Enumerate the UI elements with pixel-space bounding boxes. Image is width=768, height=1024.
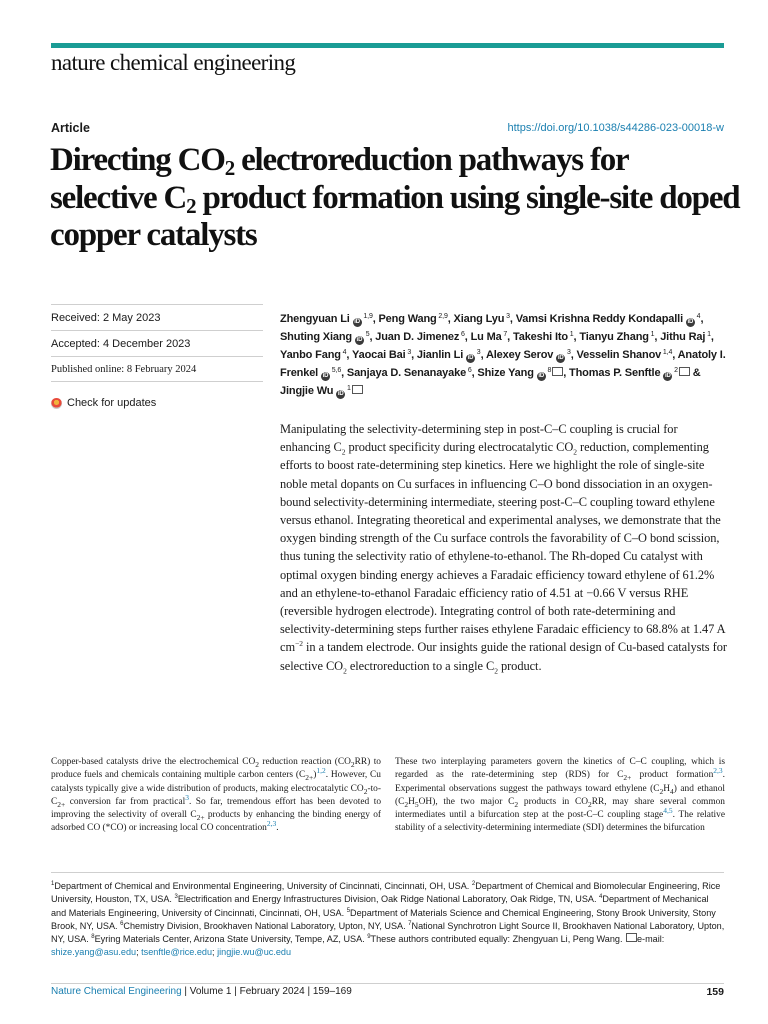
- author-name: Yaocai Bai: [352, 349, 406, 361]
- author[interactable]: [569, 367, 690, 379]
- orcid-icon[interactable]: iD: [687, 319, 694, 325]
- orcid-icon[interactable]: iD: [664, 373, 671, 379]
- author-name: Jianlin Li: [416, 349, 464, 361]
- body-column-right: These two interplaying parameters govern the kinetics of C–C coupling, which is regarded as the rate-determining step (RDS) for $C_{2+}$ product formation$^{2,3}$. Experimental observations suggest the pathways toward ethylene $(C_2H_4)$ and ethanol $(C_2H_5OH)$, the two major $C_2$ products in $CO_2RR$, may share several common intermediates until a bifurcation step at the post-C–C coupling stage$^{4,5}$. The relative stability of a selectivity-determining intermediate (SDI) determines the bifurcation: [395, 757, 725, 834]
- check-for-updates-button[interactable]: [51, 390, 263, 416]
- email-icon[interactable]: [679, 367, 690, 376]
- author-name: Thomas P. Senftle: [569, 367, 661, 379]
- author-list: Zhengyuan Li iD $^{1,9}$, Peng Wang $^{2,9}$, Xiang Lyu $^3$, Vamsi Krishna Reddy Kondapalli iD $^4$, Shuting Xiang iD $^5$, Juan D. Jimenez $^6$, Lu Ma $^7$, Takeshi Ito $^1$, Tianyu Zhang $^1$, Jithu Raj $^1$, Yanbo Fang $^4$, Yaocai Bai $^3$, Jianlin Li iD $^3$, Alexey Serov iD $^3$, Vesselin Shanov $^{1,4}$, Anatoly I. Frenkel iD $^{5,6}$, Sanjaya D. Senanayake $^6$, Shize Yang iD $^8$ , Thomas P. Senftle iD $^2$ & Jingjie Wu iD $^1$: [280, 313, 726, 397]
- author[interactable]: [417, 349, 481, 361]
- journal-name: nature chemical engineering: [51, 50, 296, 75]
- author[interactable]: [454, 313, 510, 325]
- received-date: Received: 2 May 2023: [51, 312, 161, 324]
- author-affiliation-number: 6: [466, 367, 472, 374]
- article-type-label: Article: [51, 121, 90, 135]
- header-rule: [51, 43, 724, 48]
- footer-volume: | Volume 1 | February 2024 | 159–169: [181, 986, 352, 997]
- author-affiliation-number: 1: [648, 331, 655, 338]
- author[interactable]: & Jingjie Wu iD $^1$: [280, 367, 701, 397]
- author[interactable]: [352, 349, 411, 361]
- crossmark-icon: [51, 398, 62, 409]
- published-date: Published online: 8 February 2024: [51, 364, 197, 375]
- doi-link[interactable]: https://doi.org/10.1038/s44286-023-00018-w: [507, 122, 724, 134]
- author-affiliation-number: 8: [545, 367, 552, 374]
- author[interactable]: [579, 331, 654, 343]
- author-affiliation-number: 1,9: [361, 313, 373, 320]
- citation-link[interactable]: 2,3: [713, 766, 723, 776]
- author-affiliation-number: 4: [340, 349, 347, 356]
- email-link[interactable]: jingjie.wu@uc.edu: [217, 947, 292, 958]
- author-name: Shize Yang: [477, 367, 534, 379]
- author[interactable]: [280, 331, 369, 343]
- email-icon[interactable]: [552, 367, 563, 376]
- author-name: Lu Ma: [470, 331, 502, 343]
- author-name: Jingjie Wu: [280, 385, 334, 397]
- orcid-icon[interactable]: iD: [337, 391, 344, 397]
- author-name: Juan D. Jimenez: [375, 331, 460, 343]
- author[interactable]: [347, 367, 472, 379]
- article-history: [51, 312, 263, 416]
- email-icon: [626, 933, 637, 942]
- author[interactable]: [379, 313, 448, 325]
- author[interactable]: [280, 313, 373, 325]
- email-link[interactable]: shize.yang@asu.edu: [51, 947, 137, 958]
- orcid-icon[interactable]: iD: [467, 355, 474, 361]
- author[interactable]: [486, 349, 571, 361]
- footer-citation: [51, 986, 352, 997]
- author-affiliation-number: 5,6: [330, 367, 342, 374]
- divider: [51, 304, 263, 305]
- author-affiliation-number: 3: [504, 313, 510, 320]
- author[interactable]: [516, 313, 701, 325]
- author[interactable]: [513, 331, 574, 343]
- author-affiliation-number: 3: [565, 349, 571, 356]
- divider: [51, 872, 724, 873]
- author-name: Jithu Raj: [660, 331, 706, 343]
- body-column-left: Copper-based catalysts drive the electrochemical $CO_2$ reduction reaction $(CO_2RR)$ to produce fuels and chemicals containing multiple carbon centers $(C_{2+})^{1,2}$. However, Cu catalysts typically give a wide distribution of products, making electrocatalytic $CO_2-to-C_{2+}$ conversion far from practical$^3$. So far, tremendous effort has been devoted to improving the selectivity of overall $C_{2+}$ products by enhancing the binding energy of adsorbed CO (*CO) or increasing local CO concentration$^{2,3}$.: [51, 757, 382, 834]
- orcid-icon[interactable]: iD: [322, 373, 329, 379]
- article-title: Directing $CO_2$ electroreduction pathways for selective $C_2$ product formation using single-site doped copper catalysts: [50, 142, 740, 253]
- author-affiliation-number: 1: [705, 331, 711, 338]
- author-affiliation-number: 1: [345, 385, 351, 392]
- accepted-date: Accepted: 4 December 2023: [51, 338, 191, 350]
- author[interactable]: [577, 349, 673, 361]
- author-affiliation-number: 5: [363, 331, 370, 338]
- abstract: Manipulating the selectivity-determining step in post-C–C coupling is crucial for enhancing $C_2$ product specificity during electrocatalytic $CO_2$ reduction, complementing efforts to boost rate-determining step kinetics. Here we highlight the role of single-site noble metal dopants on Cu surfaces in influencing C–O bond dissociation in an oxygen-bound selectivity-determining intermediate, steering post-C–C coupling toward ethylene versus ethanol. Integrating theoretical and experimental analyses, we demonstrate that the oxygen binding strength of the Cu surface controls the favorability of C–O bond scission, thus tuning the selectivity ratio of ethylene-to-ethanol. The Rh-doped Cu catalyst with optimal oxygen binding energy achieves a Faradaic efficiency toward ethylene of 61.2% and an ethylene-to-ethanol Faradaic efficiency ratio of 4.51 at −0.66 V versus RHE (reversible hydrogen electrode). Integrating control of both rate-determining and selectivity-determining steps further raises ethylene Faradaic efficiency to 68.8% at 1.47 A $cm^{-2}$ in a tandem electrode. Our insights guide the rational design of Cu-based catalysts for selective $CO_2$ electroreduction to a single $C_2$ product.: [280, 422, 727, 676]
- author-name: Anatoly I. Frenkel: [280, 349, 726, 379]
- author-name: Takeshi Ito: [512, 331, 568, 343]
- orcid-icon[interactable]: iD: [354, 319, 360, 325]
- divider: [51, 983, 724, 984]
- author-affiliation-number: 7: [501, 331, 508, 338]
- author[interactable]: [477, 367, 563, 379]
- author-name: Peng Wang: [378, 313, 437, 325]
- citation-link[interactable]: 2,3: [266, 819, 277, 829]
- author-name: Vesselin Shanov: [576, 349, 662, 361]
- author-affiliation-number: 3: [475, 349, 481, 356]
- author-affiliation-number: 3: [405, 349, 412, 356]
- author-affiliation-number: 1: [567, 331, 574, 338]
- citation-link[interactable]: 4,5: [663, 806, 673, 816]
- email-icon[interactable]: [352, 385, 363, 394]
- author-name: Yanbo Fang: [280, 349, 341, 361]
- email-link[interactable]: tsenftle@rice.edu: [141, 947, 213, 958]
- author-affiliation-number: 2,9: [436, 313, 448, 320]
- check-for-updates-label: Check for updates: [67, 397, 157, 409]
- author-name: Zhengyuan Li: [280, 313, 350, 325]
- citation-link[interactable]: 3: [185, 792, 189, 802]
- author[interactable]: [471, 331, 508, 343]
- author-affiliation-number: 6: [459, 331, 465, 338]
- author-name: Alexey Serov: [485, 349, 554, 361]
- author-name: Shuting Xiang: [280, 331, 352, 343]
- author[interactable]: [660, 331, 711, 343]
- citation-link[interactable]: 1,2: [316, 766, 326, 776]
- author-name: Sanjaya D. Senanayake: [346, 367, 467, 379]
- author-name: Tianyu Zhang: [579, 331, 649, 343]
- author-affiliation-number: 2: [672, 367, 678, 374]
- footer-journal[interactable]: Nature Chemical Engineering: [51, 986, 182, 997]
- affiliations: $^1$Department of Chemical and Environmental Engineering, University of Cincinnati, Cincinnati, OH, USA. $^2$Department of Chemical and Biomolecular Engineering, Rice University, Houston, TX, USA. $^3$Electrification and Energy Infrastructures Division, Oak Ridge National Laboratory, Oak Ridge, TN, USA. $^4$Department of Mechanical and Materials Engineering, University of Cincinnati, Cincinnati, OH, USA. $^5$Department of Materials Science and Chemical Engineering, Stony Brook University, Stony Brook, NY, USA. $^6$Chemistry Division, Brookhaven National Laboratory, Upton, NY, USA. $^7$National Synchrotron Light Source II, Brookhaven National Laboratory, Upton, NY, USA. $^8$Eyring Materials Center, Arizona State University, Tempe, AZ, USA. $^9$These authors contributed equally: Zhengyuan Li, Peng Wang. e-mail: shize.yang@asu.edu; tsenftle@rice.edu; jingjie.wu@uc.edu: [51, 880, 725, 958]
- author-affiliation-number: 4: [694, 313, 701, 320]
- page-number: 159: [706, 986, 724, 998]
- author-name: Vamsi Krishna Reddy Kondapalli: [515, 313, 683, 325]
- author-affiliation-number: 1,4: [661, 349, 673, 356]
- author[interactable]: [375, 331, 465, 343]
- author-name: Xiang Lyu: [453, 313, 505, 325]
- orcid-icon[interactable]: iD: [538, 373, 545, 379]
- orcid-icon[interactable]: iD: [557, 355, 564, 361]
- author[interactable]: [280, 349, 346, 361]
- orcid-icon[interactable]: iD: [356, 337, 363, 343]
